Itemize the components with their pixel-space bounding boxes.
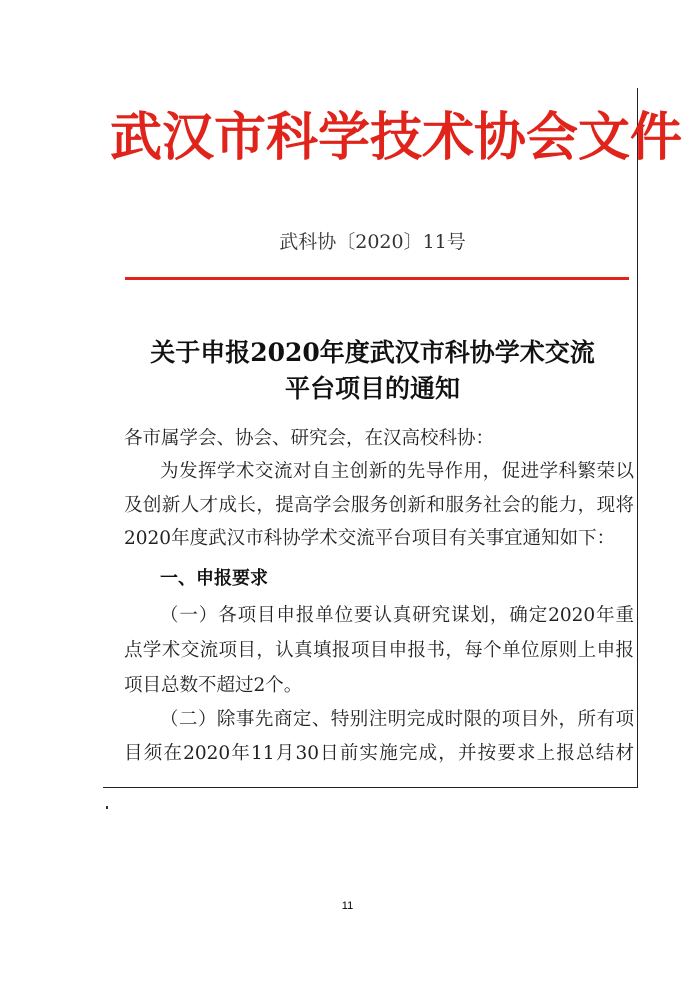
scan-artifact-dot	[106, 806, 108, 809]
document-number: 武科协〔2020〕11号	[279, 231, 466, 253]
item1-line-3: 项目总数不超过2个。	[124, 675, 303, 696]
notice-title-line-2: 平台项目的通知	[284, 374, 460, 403]
intro-line-2: 及创新人才成长，提高学会服务创新和服务社会的能力，现将	[124, 495, 634, 516]
addressee: 各市属学会、协会、研究会，在汉高校科协：	[124, 428, 495, 449]
item2-line-1: （二）除事先商定、特别注明完成时限的项目外，所有项	[160, 709, 634, 730]
item1-line-1: （一）各项目申报单位要认真研究谋划，确定2020年重	[160, 605, 634, 626]
red-divider-line	[125, 277, 629, 280]
intro-line-1: 为发挥学术交流对自主创新的先导作用，促进学科繁荣以	[160, 461, 634, 482]
item1-line-2: 点学术交流项目，认真填报项目申报书，每个单位原则上申报	[124, 640, 634, 661]
item2-line-2: 目须在2020年11月30日前实施完成，并按要求上报总结材	[124, 743, 634, 764]
section-heading-requirements: 一、申报要求	[160, 568, 268, 589]
notice-title-line-1: 关于申报2020年度武汉市科协学术交流	[150, 338, 595, 367]
intro-line-3: 2020年度武汉市科协学术交流平台项目有关事宜通知如下：	[124, 528, 616, 549]
issuer-title: 武汉市科学技术协会文件	[110, 107, 683, 168]
page-number: 11	[341, 900, 354, 912]
